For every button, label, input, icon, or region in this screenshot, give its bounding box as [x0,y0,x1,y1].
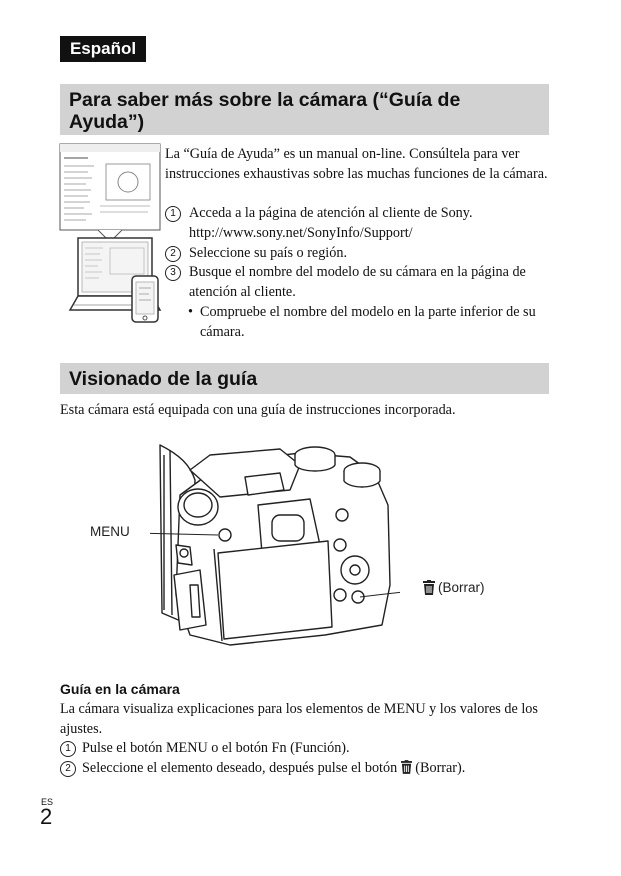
step-number: 2 [165,246,181,262]
step-1 [165,204,550,244]
page-number: 2 [40,804,53,829]
step-text [82,759,552,779]
step-number: 1 [60,741,76,757]
page-language-code: ES [41,797,54,807]
help-guide-intro: La “Guía de Ayuda” es un manual on-line. Consúltela para ver instrucciones exhaustivas sobre las muchas funciones de la cámara. [165,146,548,182]
camera-back-illustration [150,435,400,660]
guide-intro: Esta cámara está equipada con una guía de instrucciones incorporada. [60,402,456,418]
delete-label [423,580,485,595]
section-title: Visionado de la guía [69,368,258,390]
guide-step-2 [60,759,550,779]
bullet-note [188,303,548,343]
language-badge: Español [60,36,146,62]
step-text-after: (Borrar). [415,760,466,776]
step-text: Busque el nombre del modelo de su cámara en la página de atención al cliente. [189,264,526,300]
bullet-dot: • [188,304,193,320]
step-3 [165,263,550,303]
step-number: 2 [60,761,76,777]
section-header-guide-view [60,363,549,394]
guide-description: La cámara visualiza explicaciones para los elementos de MENU y los valores de los ajustes. [60,701,538,737]
menu-label: MENU [90,524,130,539]
step-text: Pulse el botón MENU o el botón Fn (Función). [82,740,350,756]
subhead-camera-guide: Guía en la cámara [60,681,180,697]
delete-label-text: (Borrar) [438,580,485,595]
bullet-text: Compruebe el nombre del modelo en la parte inferior de su cámara. [200,304,536,340]
laptop-phone-illustration [58,142,162,328]
step-text-before: Seleccione el elemento deseado, después pulse el botón [82,760,398,776]
step-2 [165,244,550,264]
section-title: Para saber más sobre la cámara (“Guía de Ayuda”) [69,89,461,133]
step-text: Acceda a la página de atención al cliente de Sony. http://www.sony.net/SonyInfo/Support/ [189,205,473,241]
trash-icon [423,580,435,595]
guide-step-1 [60,739,550,759]
step-number: 1 [165,206,181,222]
step-number: 3 [165,265,181,281]
trash-icon [401,760,412,774]
step-text: Seleccione su país o región. [189,245,347,261]
section-header-help-guide [60,84,549,135]
